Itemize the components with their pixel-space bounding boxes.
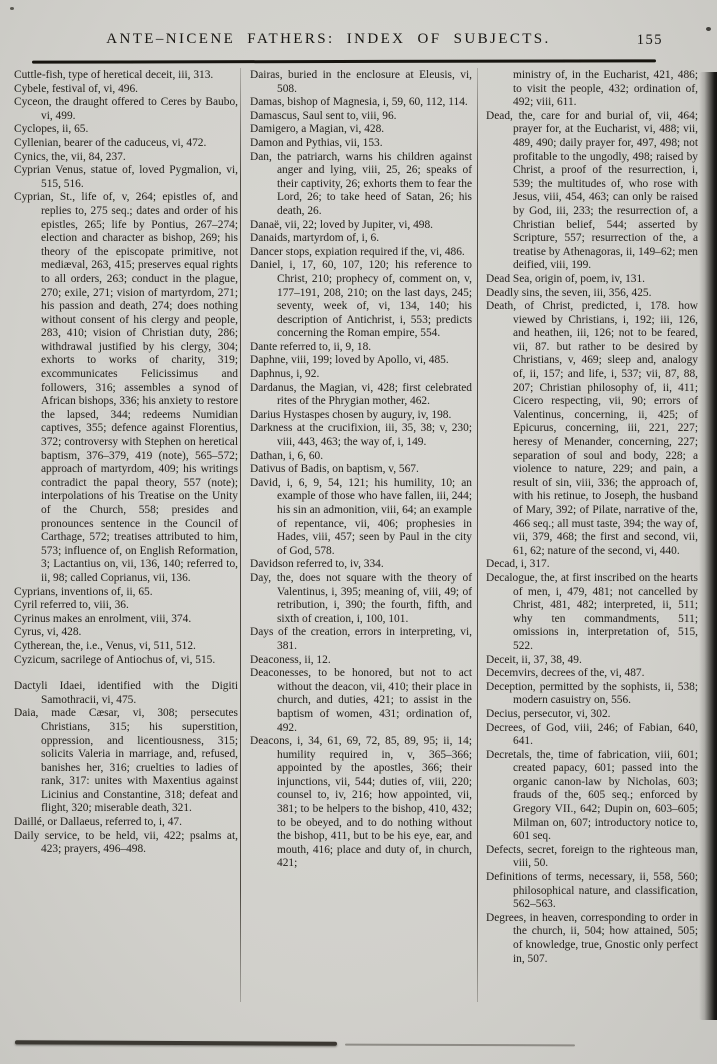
index-column-3 <box>486 69 698 966</box>
index-entry: Dardanus, the Magian, vi, 428; first celebrated rites of the Phrygian mother, 462. <box>250 381 472 408</box>
index-entry: Dairas, buried in the enclosure at Eleusis, vi, 508. <box>250 69 472 95</box>
index-entry: Cuttle-fish, type of heretical deceit, iii, 313. <box>14 69 214 81</box>
index-entry: Darius Hystaspes chosen by augury, iv, 198. <box>250 408 452 421</box>
index-entry: Defects, secret, foreign to the righteous man, viii, 50. <box>486 843 698 870</box>
index-entry: Cytherean, the, i.e., Venus, vi, 511, 512. <box>14 639 196 652</box>
index-entry: Damascus, Saul sent to, viii, 96. <box>250 109 397 122</box>
index-entry: Daillé, or Dallaeus, referred to, i, 47. <box>14 816 182 829</box>
index-entry: Dan, the patriarch, warns his children against anger and lying, viii, 25, 26; speaks of their captivity, 26; exhorts them to fear the Lord, 26; to take heed of Satan, 26; his death, 26. <box>250 150 472 217</box>
index-entry: Deacons, i, 34, 61, 69, 72, 85, 89, 95; ii, 14; humility required in, v, 365–366; appointed by the apostles, 366; their injunctions, vii, 544; duties of, viii, 220; counsel to, iv, 216; how appointed, vii, 381; to be helpers to the bishop, 410, 432; to be obeyed, and to do nothing without the bishop, 411, but to be his eye, ear, and mouth, 416; place and duty of, in church, 421; <box>250 735 472 870</box>
index-entry: Daily service, to be held, vii, 422; psalms at, 423; prayers, 496–498. <box>14 829 238 856</box>
index-entry: Damon and Pythias, vii, 153. <box>250 136 383 149</box>
scan-smudge <box>15 1040 337 1045</box>
index-entry: Cyzicum, sacrilege of Antiochus of, vi, 515. <box>14 653 216 666</box>
scan-speck <box>706 27 711 31</box>
index-entry: Daphnus, i, 92. <box>250 368 320 381</box>
index-entry: Davidson referred to, iv, 334. <box>250 558 384 571</box>
index-entry: Danaë, vii, 22; loved by Jupiter, vi, 498. <box>250 218 434 231</box>
page-header-title: ANTE–NICENE FATHERS: INDEX OF SUBJECTS. <box>106 31 551 47</box>
header-rule <box>32 59 656 63</box>
index-entry: Decad, i, 317. <box>486 558 550 571</box>
index-entry: Deceit, ii, 37, 38, 49. <box>486 653 582 666</box>
index-entry: Days of the creation, errors in interpreting, vi, 381. <box>250 626 472 652</box>
index-entry: Daniel, i, 17, 60, 107, 120; his reference to Christ, 210; prophecy of, comment on, v, 177–191, 208, 210; on the last days, 245; seventy, week of, vi, 134, 140; his description of Antichrist, i, 553; predicts concerning the Roman empire, 554. <box>250 259 472 340</box>
scan-smudge <box>345 1044 575 1047</box>
index-entry: Dactyli Idaei, identified with the Digiti Samothracii, vi, 475. <box>14 680 238 706</box>
index-entry: Dead Sea, origin of, poem, iv, 131. <box>486 272 646 285</box>
index-entry: Cyprians, inventions of, ii, 65. <box>14 585 153 598</box>
index-entry: Damas, bishop of Magnesia, i, 59, 60, 112, 114. <box>250 96 468 109</box>
index-entry: Danaids, martyrdom of, i, 6. <box>250 232 380 245</box>
index-entry: Cynics, the, vii, 84, 237. <box>14 150 126 163</box>
index-entry: Cyprian, St., life of, v, 264; epistles of, and replies to, 275 seq.; dates and order of his epistles, 265; life by Pontius, 267–274; election and character as bishop, 269; his theory of the episcopate primitive, not mediæval, 263, 415; preserves equal rights to all orders, 263; conduct in the plague, 270; exile, 271; vision of martyrdom, 271; his passion and death, 274; does nothing without consent of his clergy and people, 283, 410; vision of Christian duty, 286; withdrawal justified by his clergy, 304; exhorts to works of charity, 319; excommunicates Felicissimus and followers, 316; assembles a synod of African bishops, 336; his anxiety to restore the lapsed, 344; redeems Numidian captives, 355; defence against Florentius, 372; controversy with Stephen on heretical baptism, 376–379, 419 (note), 565–572; approach of martyrdom, 409; his writings contradict the papal theory, 557 (note); interpolations of his Treatise on the Unity of the Church, 558; presides and pronounces sentence in the Council of Carthage, 572; treatises attributed to him, 573; influence of, on English Reformation, 3; Lactantius on, vii, 136, 140; referred to, ii, 98; called Coprianus, vii, 136. <box>14 191 238 584</box>
page-number: 155 <box>636 32 663 48</box>
index-entry: Decretals, the, time of fabrication, viii, 601; created papacy, 601; passed into the organic canon-law by Nicholas, 603; frauds of the, 605 seq.; enforced by Gregory VII., 642; Dupin on, 603–605; Milman on, 607; introductory notice to, 601 seq. <box>486 748 698 843</box>
index-entry: Decrees, of God, viii, 246; of Fabian, 640, 641. <box>486 721 698 748</box>
scan-edge-shadow <box>699 72 717 1020</box>
index-entry: Decemvirs, decrees of the, vi, 487. <box>486 667 645 680</box>
index-entry: Cyrinus makes an enrolment, viii, 374. <box>14 612 192 625</box>
scan-speck <box>10 7 14 10</box>
index-entry: Cyclopes, ii, 65. <box>14 123 89 136</box>
index-entry: Cyceon, the draught offered to Ceres by Baubo, vi, 499. <box>14 96 238 122</box>
index-entry: Cyril referred to, viii, 36. <box>14 599 129 612</box>
index-entry: Dante referred to, ii, 9, 18. <box>250 340 372 353</box>
index-entry: Dancer stops, expiation required if the, vi, 486. <box>250 245 465 258</box>
index-entry: Decius, persecutor, vi, 302. <box>486 707 611 720</box>
index-entry: Deaconess, ii, 12. <box>250 653 331 666</box>
index-entry: David, i, 6, 9, 54, 121; his humility, 10; an example of those who have fallen, iii, 244; his sin an admonition, viii, 64; an example of repentance, vii, 406; prophesies in Hades, viii, 457; seen by Paul in the city of God, 578. <box>250 476 472 557</box>
index-entry: Decalogue, the, at first inscribed on the hearts of men, i, 479, 481; not cancelled by Christ, 481, 482; interpreted, ii, 511; why ten commandments, 511; omissions in, interpretation of, 515, 522. <box>486 571 698 652</box>
index-entry: Definitions of terms, necessary, ii, 558, 560; philosophical nature, and classification, 562–563. <box>486 871 698 911</box>
index-column-1 <box>14 69 238 857</box>
column-divider-rule <box>240 68 241 1002</box>
index-entry: Cybele, festival of, vi, 496. <box>14 82 139 95</box>
index-column-2 <box>250 69 472 871</box>
index-entry: Dead, the, care for and burial of, vii, 464; prayer for, at the Eucharist, vi, 488; vii, 489, 490; daily prayer for, 497, 498; not profitable to the ungodly, 498; raised by Christ, a proof of the resurrection, i, 539; the multitudes of, who rose with Jesus, viii, 454, 463; can only be raised by God, iii, 233; the resurrection of, a Christian belief, 544; asserted by Scripture, 557; resurrection of the, a treatise by Athenagoras, ii, 149–62; men deified, viii, 199. <box>486 109 698 272</box>
index-entry: Daphne, viii, 199; loved by Apollo, vi, 485. <box>250 354 449 367</box>
index-entry: Darkness at the crucifixion, iii, 35, 38; v, 230; viii, 443, 463; the way of, i, 149. <box>250 422 472 449</box>
index-entry: Deception, permitted by the sophists, ii, 538; modern casuistry on, 556. <box>486 680 698 707</box>
index-entry: Damigero, a Magian, vi, 428. <box>250 123 385 136</box>
index-entry: Deadly sins, the seven, iii, 356, 425. <box>486 286 652 299</box>
index-entry: Cyprian Venus, statue of, loved Pygmalion, vi, 515, 516. <box>14 164 238 190</box>
index-entry: Dathan, i, 6, 60. <box>250 449 324 462</box>
column-divider-rule <box>477 68 478 1002</box>
index-entry: Dativus of Badis, on baptism, v, 567. <box>250 463 419 476</box>
index-entry: Deaconesses, to be honored, but not to act without the deacon, vii, 410; their place in church, and duties, 421; to assist in the baptism of women, 431; ordination of, 492. <box>250 667 472 734</box>
index-entry: Daia, made Cæsar, vi, 308; persecutes Christians, 315; his superstition, oppression, and licentiousness, 315; solicits Valeria in marriage, and, refused, banishes her, 316; cruelties to ladies of rank, 317: unites with Maxentius against Licinius and Constantine, 318; defeat and flight, 320; miserable death, 321. <box>14 707 238 815</box>
index-entry: Degrees, in heaven, corresponding to order in the church, ii, 504; how attained, 505; of knowledge, true, Gnostic only perfect in, 507. <box>486 911 698 965</box>
index-entry: ministry of, in the Eucharist, 421, 486; to visit the people, 432; ordination of, 492; viii, 611. <box>513 69 698 109</box>
index-entry: Cyrus, vi, 428. <box>14 626 82 639</box>
index-entry: Day, the, does not square with the theory of Valentinus, i, 395; meaning of, viii, 49; of retribution, i, 390; the fourth, fifth, and sixth of creation, i, 100, 101. <box>250 571 472 625</box>
index-entry: Death, of Christ, predicted, i, 178. how viewed by Christians, i, 192; iii, 126, and heathen, iii, 126; not to be feared, vii, 87. but rather to be desired by Christians, v, 469; sleep and, analogy of, ii, 157; and life, i, 537; vii, 87, 88, 207; Christian philosophy of, ii, 411; Cicero respecting, vii, 90; errors of Valentinus, concerning, ii, 425; of Epicurus, concerning, iii, 221, 227; heresy of Menander, concerning, 227; separation of soul and body, 228; a violence to nature, 229; and pain, a result of sin, viii, 336; the approach of, with his retinue, to Joseph, the husband of Mary, 392; of Pilate, narrative of the, 466 seq.; all must taste, 394; the way of, vii, 379, 468; the first and second, vii, 61, 62; nature of the second, vi, 440. <box>486 300 698 557</box>
index-entry: Cyllenian, bearer of the caduceus, vi, 472. <box>14 136 207 149</box>
